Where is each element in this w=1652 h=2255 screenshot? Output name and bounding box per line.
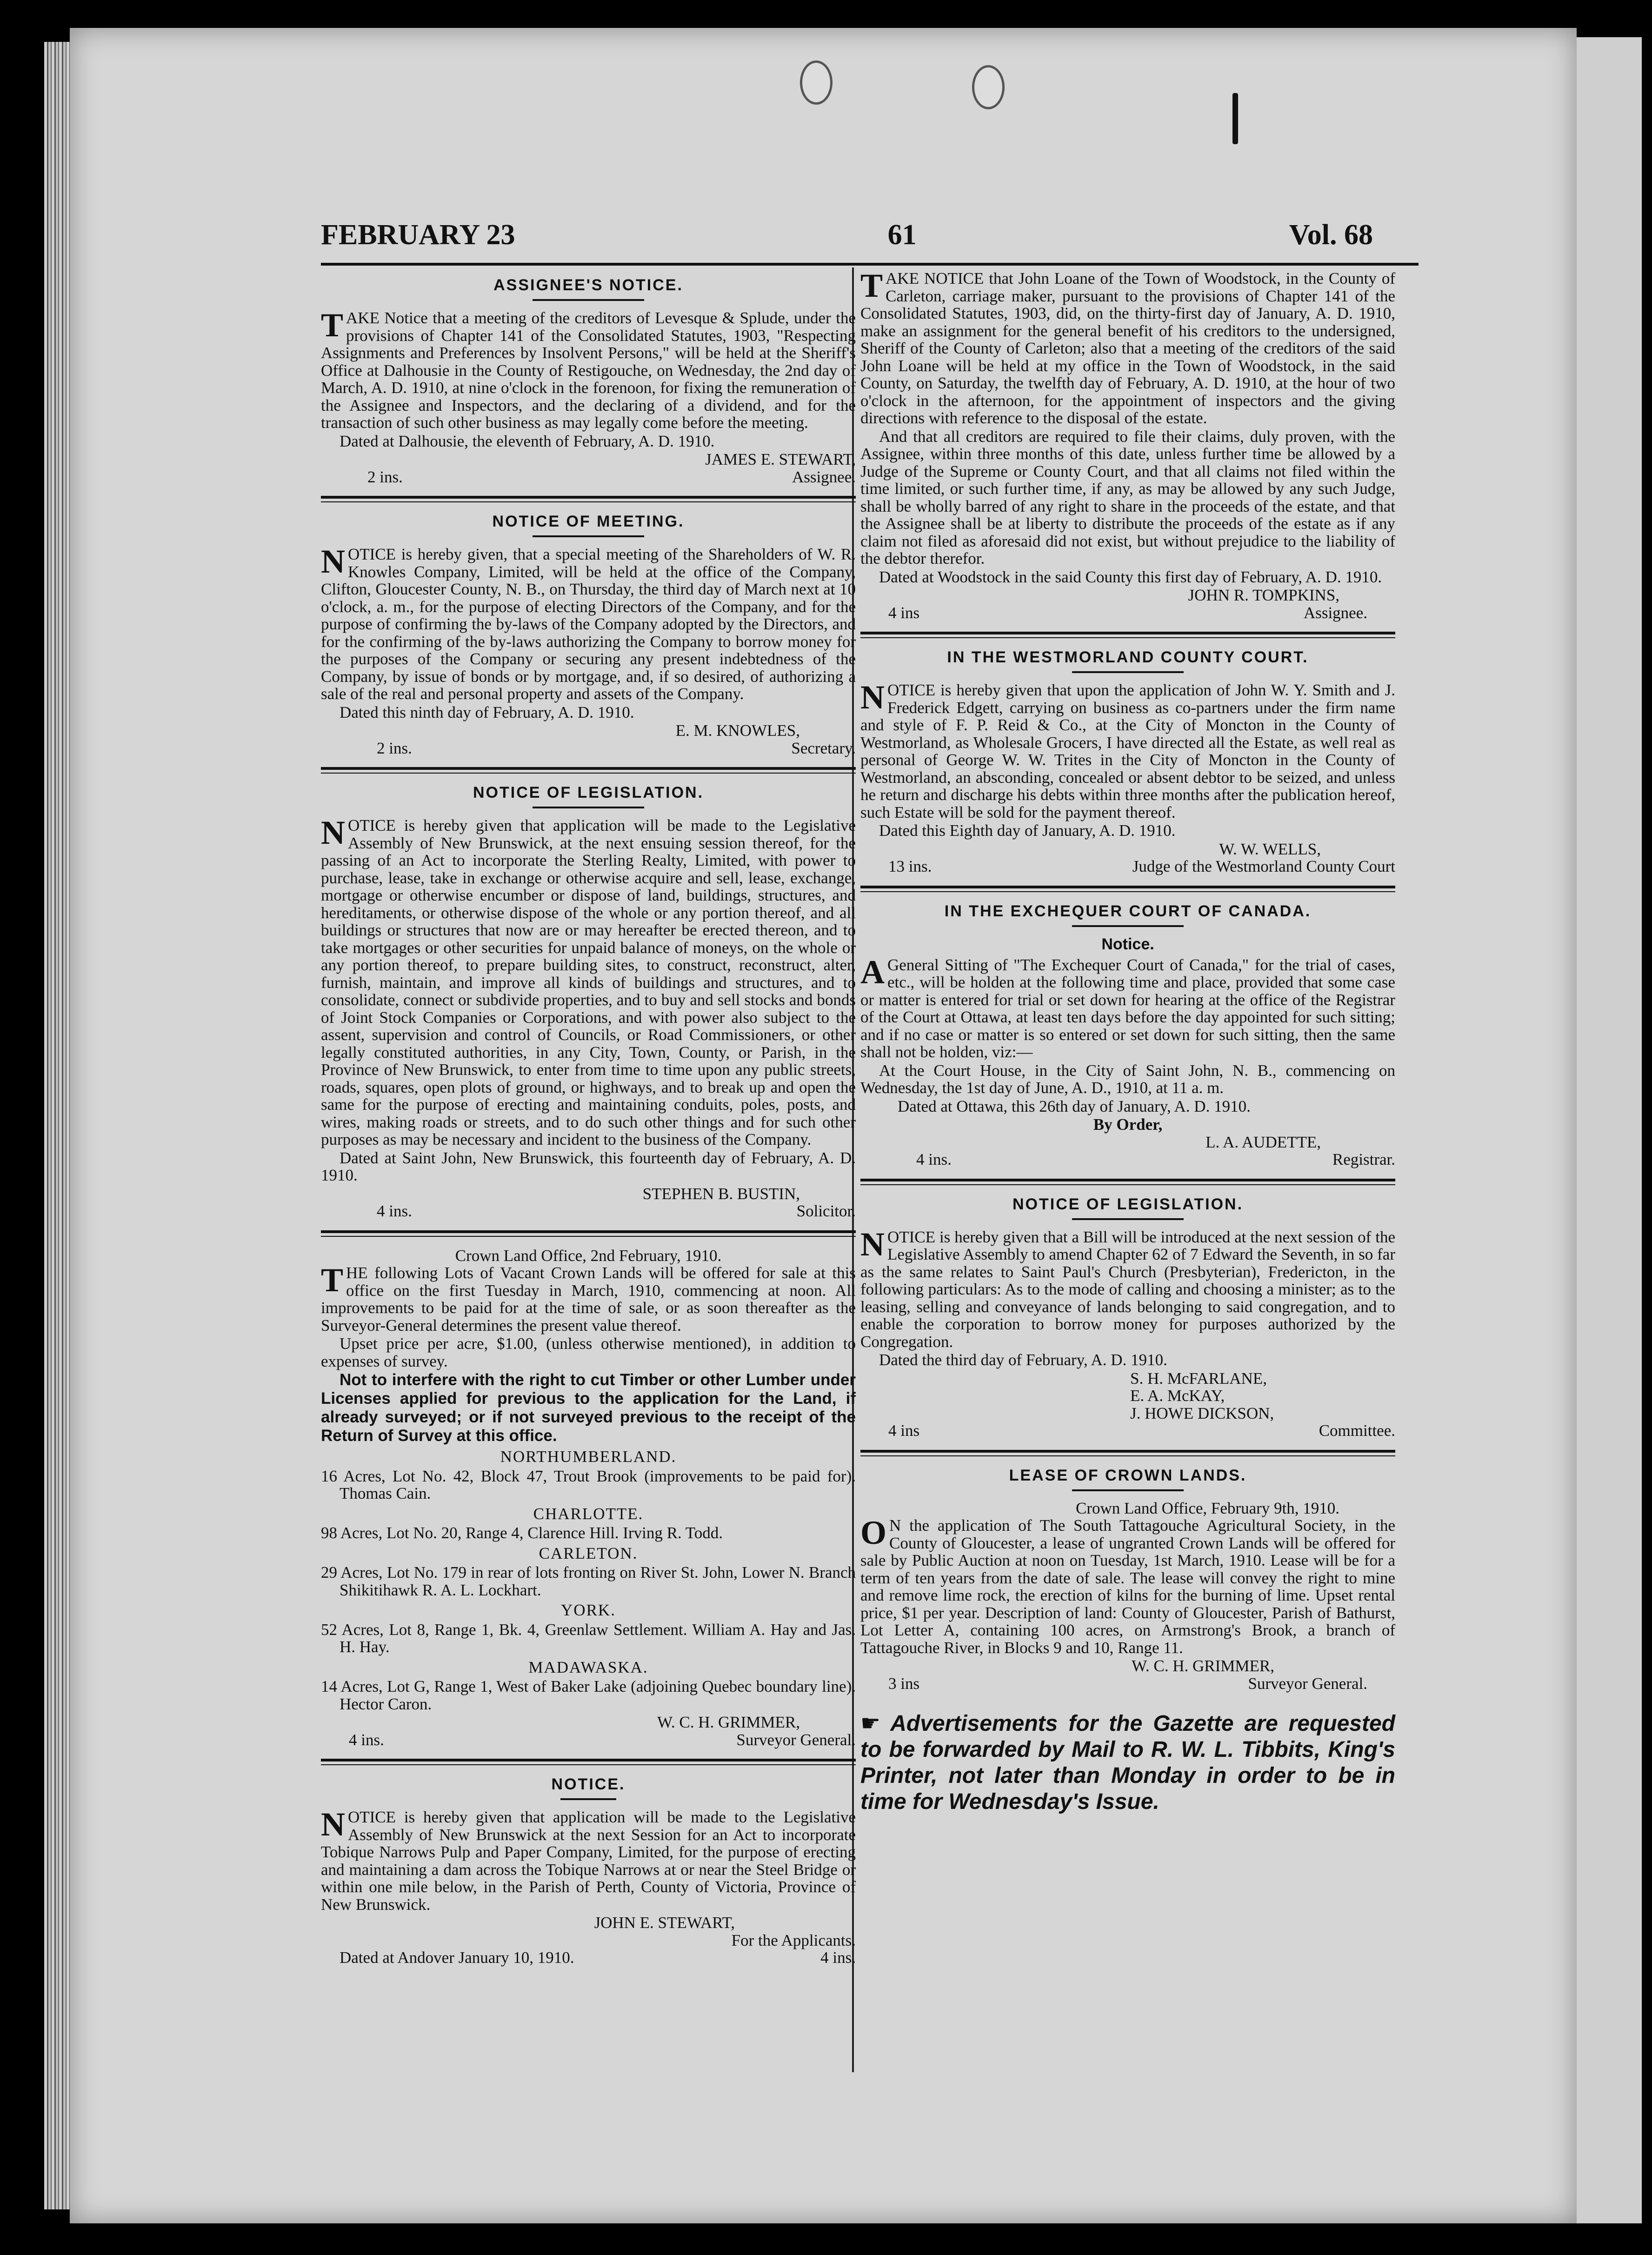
sitting-place: At the Court House, in the City of Saint John, N. B., commencing on Wednesday, the 1st day of June, A. D., 1910, at 11 a. m. [860, 1061, 1395, 1097]
notice-signer: STEPHEN B. BUSTIN, [642, 1184, 800, 1203]
title-rule [533, 535, 644, 537]
signer-role: For the Applicants. [731, 1931, 856, 1949]
title-rule [1072, 671, 1184, 673]
county-heading: NORTHUMBERLAND. [500, 1448, 677, 1466]
county-heading: YORK. [561, 1601, 616, 1619]
notice-signer: JAMES E. STEWART, [705, 450, 856, 468]
notice-dated: Dated at Woodstock in the said County this first day of February, A. D. 1910. [879, 567, 1382, 586]
signer-role: Committee. [1319, 1421, 1395, 1440]
advertising-notice [860, 1711, 1395, 1815]
county-heading: MADAWASKA. [528, 1658, 648, 1676]
committee-signer: S. H. McFARLANE, [1130, 1369, 1267, 1388]
section-title: ASSIGNEE'S NOTICE. [493, 276, 683, 294]
committee-signer: J. HOWE DICKSON, [1130, 1404, 1274, 1422]
insertions: 4 ins [888, 1421, 920, 1440]
notice-signer: L. A. AUDETTE, [1206, 1133, 1321, 1151]
punch-hole [800, 60, 833, 105]
title-rule [1072, 1489, 1184, 1491]
lot-entry: 16 Acres, Lot No. 42, Block 47, Trout Brook (improvements to be paid for). Thomas Cain. [321, 1467, 856, 1502]
notice-dated: Dated this Eighth day of January, A. D. 1910. [879, 821, 1176, 840]
insertions: 2 ins. [367, 467, 403, 486]
signer-role: Solicitor. [796, 1202, 856, 1220]
notice-signer: JOHN R. TOMPKINS, [1188, 586, 1339, 604]
section-rule [321, 1759, 856, 1765]
section-rule [321, 496, 856, 502]
assignee-notice [321, 276, 856, 486]
county-heading: CHARLOTTE. [533, 1504, 644, 1523]
by-order: By Order, [1093, 1115, 1163, 1134]
page-edges [44, 42, 72, 2209]
issue-date: FEBRUARY 23 [321, 219, 515, 251]
notice-body: NOTICE is hereby given that application will be made to the Legislative Assembly of New Brunswick at the next Session for an Act to incorporate Tobique Narrows Pulp and Paper Company, Limited, for the purpose of erecting and maintaining a dam across the Tobique Narrows at or near the Steel Bridge or within one mile below, in the Parish of Perth, County of Victoria, Province of New Brunswick. [321, 1806, 856, 1914]
section-title: NOTICE OF LEGISLATION. [1012, 1195, 1244, 1213]
signer-role: Secretary. [791, 739, 856, 757]
advert-text: Advertisements for the Gazette are requested to be forwarded by Mail to R. W. L. Tibbits, King's Printer, not later than Monday in order to be in time for Wednesday's Issue. [860, 1711, 1396, 1814]
signer-role: Assignee. [1303, 603, 1367, 622]
notice-dated: Dated this ninth day of February, A. D. 1910. [340, 703, 634, 721]
page-number: 61 [887, 219, 917, 251]
exchequer-court-notice [860, 902, 1395, 1168]
notice-signer: W. W. WELLS, [1219, 840, 1321, 858]
notice-body: AGeneral Sitting of "The Exchequer Court of Canada," for the trial of cases, etc., will be holden at the following time and place, provided that some case or matter is entered for trial or set down for hearing at the office of the Registrar of the Court at Ottawa, at least ten days before the day appointed for such sitting; and if no case or matter is so entered or set down for such sitting, then the same shall not be holden, viz:— [860, 953, 1395, 1061]
notice-signer: W. C. H. GRIMMER, [657, 1713, 800, 1731]
signer-role: Assignee. [792, 467, 856, 486]
adjacent-page-strip [1577, 37, 1642, 2223]
timber-warning: Not to interfere with the right to cut Timber or other Lumber under Licenses applied for previous to the application for the Land, if already surveyed; or if not surveyed previous to the receipt of the Return of Survey at this office. [321, 1371, 856, 1445]
notice-dated: Dated at Saint John, New Brunswick, this fourteenth day of February, A. D. 1910. [321, 1148, 856, 1184]
insertions: 4 ins. [349, 1730, 384, 1749]
legislation-notice [321, 784, 856, 1220]
section-title: NOTICE OF LEGISLATION. [473, 784, 704, 801]
notice-body: THE following Lots of Vacant Crown Lands will be offered for sale at this office on the first Tuesday in March, 1910, commencing at noon. All improvements to be paid for at the time of sale, or as soon thereafter as the Surveyor-General determines the present value thereof. [321, 1261, 856, 1334]
committee-signer: E. A. McKAY, [1130, 1387, 1225, 1405]
loane-assignment-notice [860, 267, 1395, 622]
lot-entry: 14 Acres, Lot G, Range 1, West of Baker Lake (adjoining Quebec boundary line). Hector Caron. [321, 1677, 856, 1713]
county-heading: CARLETON. [539, 1544, 638, 1562]
title-rule [533, 299, 644, 301]
section-title: NOTICE OF MEETING. [492, 513, 685, 530]
notice-body: TAKE NOTICE that John Loane of the Town of Woodstock, in the County of Carleton, carriage maker, pursuant to the provisions of Chapter 141 of the Consolidated Statutes, 1903, did, on the thirty-first day of January, A. D. 1910, make an assignment for the general benefit of his creditors to the undersigned, Sheriff of the County of Carleton; also that a meeting of the creditors of the said John Loane will be held at my office in the Town of Woodstock, in the said County, on Saturday, the twelfth day of February, A. D. 1910, at the hour of two o'clock in the afternoon, for the appointment of inspectors and the giving directions with reference to the disposal of the estate. [860, 267, 1395, 427]
notice-body: ON the application of The South Tattagouche Agricultural Society, in the County of Gloucester, a lease of ungranted Crown Lands will be offered for sale by Public Auction at noon on Tuesday, 1st March, 1910. Lease will be for a term of ten years from the date of sale. The lease will convey the right to mine and remove lime rock, the erection of kilns for the burning of lime. Upset rental price, $1 per year. Description of land: County of Gloucester, Parish of Bathurst, Lot Letter A, containing 100 acres, on Armstrong's Brook, a branch of Tattagouche River, in Blocks 9 and 10, Range 11. [860, 1514, 1395, 1657]
lot-entry: 52 Acres, Lot 8, Range 1, Bk. 4, Greenlaw Settlement. William A. Hay and Jas. H. Hay. [321, 1620, 856, 1656]
signer-role: Surveyor General. [736, 1730, 856, 1749]
notice-body: NOTICE is hereby given that a Bill will be introduced at the next session of the Legislative Assembly to amend Chapter 62 of 7 Edward the Seventh, in so far as the same relates to Saint Paul's Church (Presbyterian), Fredericton, in the following particulars: As to the mode of calling and choosing a minister; as to the leasing, selling and conveyance of lands belonging to said congregation, and to enable the corporation to borrow money for purposes authorized by the Congregation. [860, 1225, 1395, 1351]
running-head [321, 219, 1373, 260]
section-title: IN THE WESTMORLAND COUNTY COURT. [947, 648, 1309, 666]
volume-number: Vol. 68 [1289, 219, 1373, 251]
crown-lots-notice [321, 1247, 856, 1749]
notice-signer: JOHN E. STEWART, [594, 1914, 735, 1932]
crown-lease-notice [860, 1467, 1395, 1693]
lot-entry: 29 Acres, Lot No. 179 in rear of lots fronting on River St. John, Lower N. Branch Shikitihawk R. A. L. Lockhart. [321, 1563, 856, 1599]
insertions: 3 ins [888, 1674, 920, 1693]
section-rule [321, 767, 856, 774]
insertions: 13 ins. [888, 857, 932, 875]
notice-dated: Dated at Dalhousie, the eleventh of February, A. D. 1910. [340, 432, 715, 450]
insertions: 2 ins. [377, 739, 412, 757]
tobique-notice [321, 1775, 856, 1967]
office-dateline: Crown Land Office, February 9th, 1910. [1075, 1499, 1339, 1517]
notice-body: NOTICE is hereby given that upon the application of John W. Y. Smith and J. Frederick Edgett, carrying on business as co-partners under the firm name and style of F. P. Reid & Co., at the City of Moncton in the County of Westmorland, as Wholesale Grocers, I have directed all the Estate, as well real as personal of George W. W. Trites in the City of Moncton in the County of Westmorland, an absconding, concealed or absent debtor to be seized, and unless he return and discharge his debts within three months after the publication hereof, such Estate will be sold for the payment thereof. [860, 679, 1395, 821]
insertions: 4 ins. [820, 1948, 856, 1967]
scan-mark [1232, 93, 1238, 144]
insertions: 4 ins. [377, 1202, 412, 1220]
notice-dated: Dated at Andover January 10, 1910. [340, 1948, 574, 1967]
notice-body: TAKE Notice that a meeting of the creditors of Levesque & Splude, under the provisions of Chapter 141 of the Consolidated Statutes, 1903, "Respecting Assignments and Preferences by Insolvent Persons," will be held at the Sheriff's Office at Dalhousie in the County of Restigouche, on Wednesday, the 2nd day of March, A. D. 1910, at nine o'clock in the forenoon, for fixing the remuneration of the Assignee and Inspectors, and the declaring of a dividend, and for the transaction of such other business as may legally come before the meeting. [321, 307, 856, 432]
signer-role: Surveyor General. [1248, 1674, 1367, 1693]
notice-body: NOTICE is hereby given, that a special meeting of the Shareholders of W. R. Knowles Company, Limited, will be held at the office of the Company, Clifton, Gloucester County, N. B., on Thursday, the third day of March next at 10 o'clock, a. m., for the purpose of electing Directors of the Company, and for the purpose of confirming the by-laws of the Company adopted by the Directors, and for the confirming of the by-laws authorizing the Company to borrow money for the purposes of the Company or securing any present indebtedness of the Company, by issue of bonds or by mortgage, and, if so desired, of authorizing a sale of the real and personal property and assets of the Company. [321, 543, 856, 703]
punch-hole [972, 65, 1005, 109]
section-rule [860, 1450, 1395, 1456]
notice-body-continued: And that all creditors are required to file their claims, duly proven, with the Assignee, within three months of this date, unless further time be allowed by a Judge of the Supreme or County Court, and that all claims not filed within the time limited, or such further time, if any, as may be allowed by any such Judge, shall be wholly barred of any right to share in the proceeds of the estate, and that the Assignee shall be at liberty to distribute the proceeds of the estate as if any claim not filed as aforesaid did not exist, but without prejudice to the liability of the debtor therefor. [860, 427, 1395, 567]
signer-role: Registrar. [1332, 1150, 1395, 1168]
meeting-notice [321, 513, 856, 757]
section-rule [321, 1230, 856, 1237]
insertions: 4 ins. [916, 1150, 952, 1168]
section-title: NOTICE. [551, 1775, 626, 1793]
upset-price: Upset price per acre, $1.00, (unless otherwise mentioned), in addition to expenses of survey. [321, 1334, 856, 1370]
head-rule [321, 263, 1419, 266]
notice-dated: Dated the third day of February, A. D. 1910. [879, 1351, 1167, 1369]
section-rule [860, 632, 1395, 638]
section-subtitle: Notice. [1101, 935, 1154, 953]
insertions: 4 ins [888, 603, 920, 622]
signer-role: Judge of the Westmorland County Court [1132, 857, 1395, 875]
lot-entry: 98 Acres, Lot No. 20, Range 4, Clarence Hill. Irving R. Todd. [321, 1524, 723, 1542]
notice-signer: E. M. KNOWLES, [675, 721, 800, 740]
section-rule [860, 1179, 1395, 1185]
title-rule [560, 1798, 616, 1800]
title-rule [1072, 1218, 1184, 1220]
title-rule [533, 807, 644, 808]
notice-body: NOTICE is hereby given that application will be made to the Legislative Assembly of New Brunswick, at the next ensuing session thereof, for the passing of an Act to incorporate the Sterling Realty, Limited, with power to purchase, lease, take in exchange or otherwise acquire and sell, lease, exchange, mortgage or otherwise encumber or dispose of land, buildings, structures, and hereditaments, or otherwise dispose of the whole or any portion thereof, and all buildings or structures that now are or may hereafter be erected thereon, and to take mortgages or other securities for unpaid balance of moneys, on the whole or any portion thereof, to prepare building sites, to construct, reconstruct, alter, furnish, maintain, and improve all kinds of buildings and structures, and to consolidate, connect or subdivide properties, and to buy and sell stocks and bonds of Joint Stock Companies or Corporations, and with power also subject to the assent, supervision and control of Councils, or Road Commissioners, or other legally constituted authorities, in any City, Town, County, or Parish, in the Province of New Brunswick, to enter from time to time upon any public streets, roads, squares, open plots of ground, or highways, and to break up and open the same for the purpose of erecting and maintaining conduits, poles, posts, and wires, making roads or streets, and to do such other things and for such other purposes as may be necessary and incident to the business of the Company. [321, 814, 856, 1148]
left-column [321, 270, 856, 1973]
title-rule [1072, 925, 1184, 927]
office-dateline: Crown Land Office, 2nd February, 1910. [455, 1246, 722, 1265]
notice-dated: Dated at Ottawa, this 26th day of January, A. D. 1910. [898, 1097, 1251, 1115]
section-rule [860, 886, 1395, 892]
notice-signer: W. C. H. GRIMMER, [1132, 1657, 1274, 1675]
right-column [860, 267, 1396, 1815]
legislation-notice-2 [860, 1195, 1395, 1440]
section-title: IN THE EXCHEQUER COURT OF CANADA. [944, 902, 1312, 920]
westmorland-court-notice [860, 648, 1395, 875]
section-title: LEASE OF CROWN LANDS. [1009, 1466, 1247, 1484]
pointing-hand-icon: ☛ [860, 1711, 881, 1736]
